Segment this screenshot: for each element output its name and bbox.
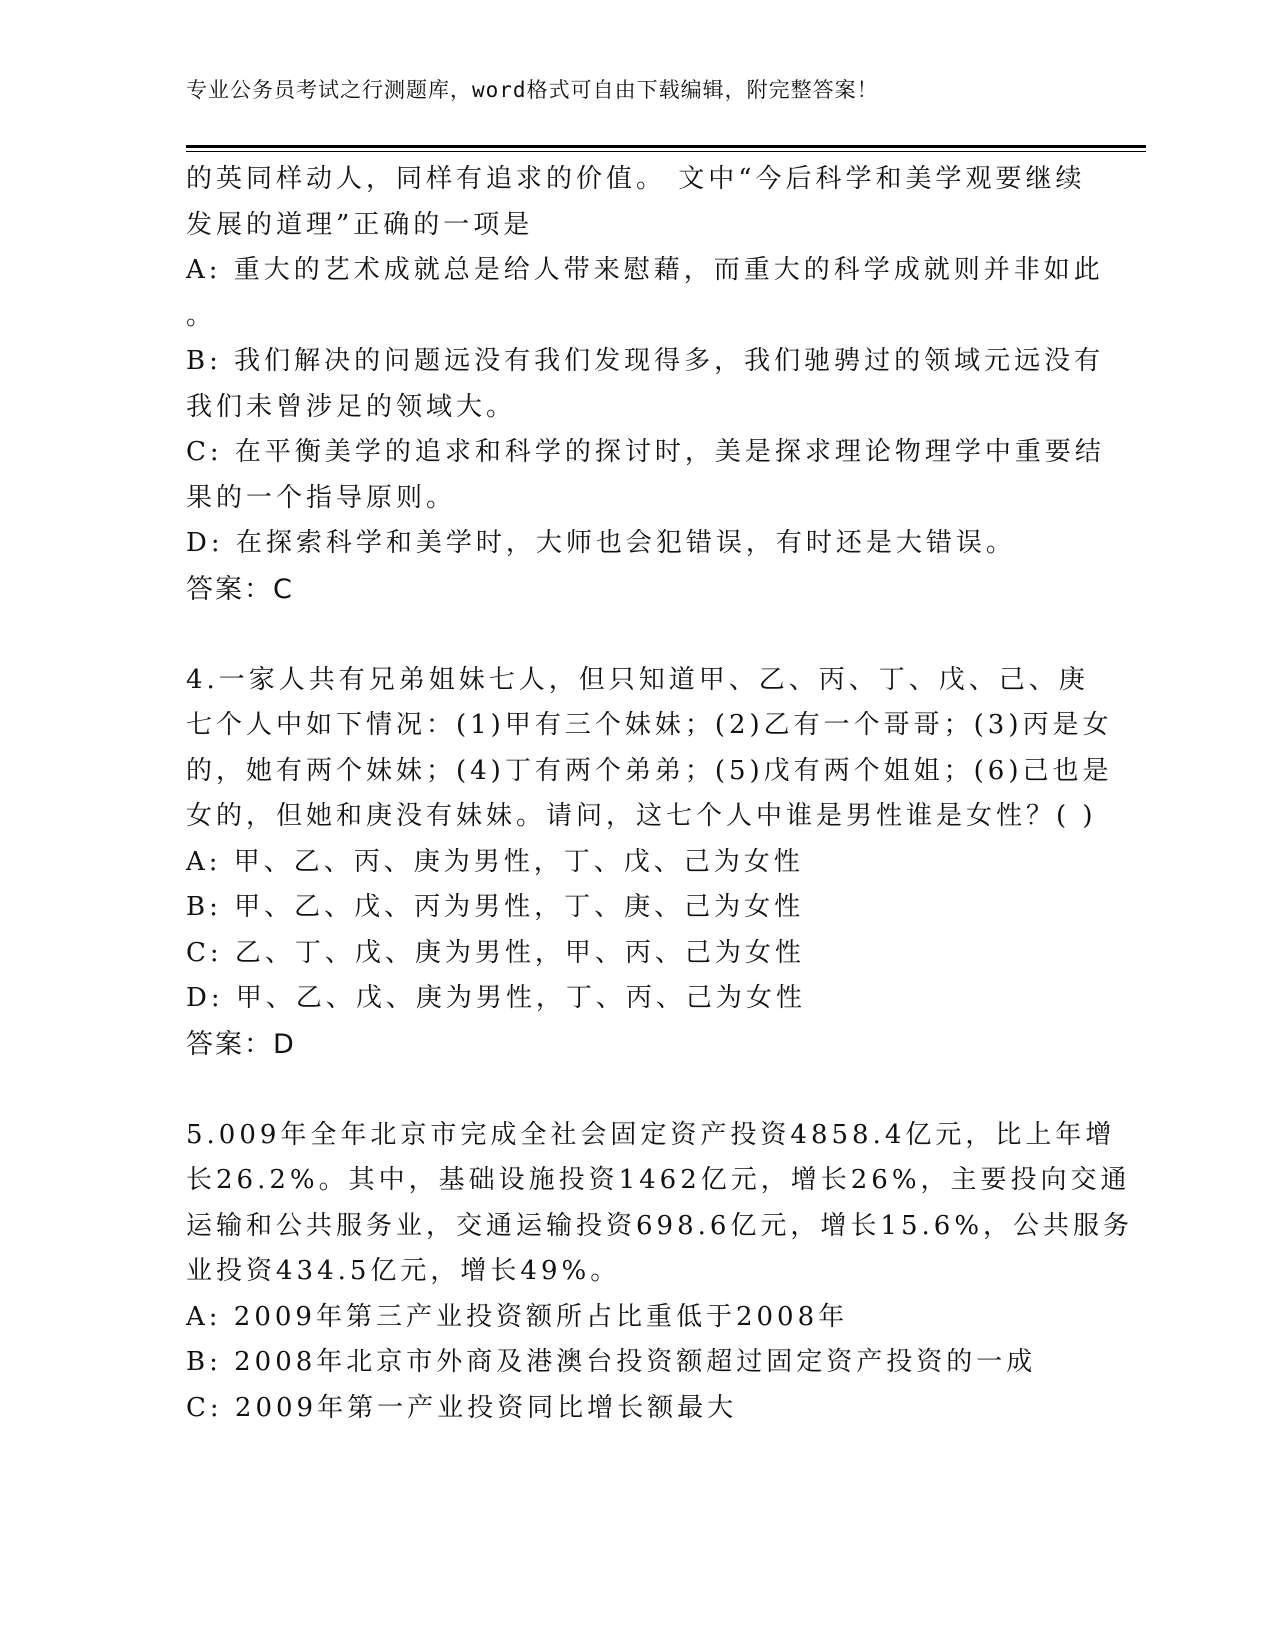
q3-stem-line: 发展的道理”正确的一项是: [186, 209, 534, 240]
q3-option-d: D: 在探索科学和美学时，大师也会犯错误，有时还是大错误。: [186, 528, 1016, 558]
q3-option-a: A: 重大的艺术成就总是给人带来慰藉，而重大的科学成就则并非如此: [186, 255, 1104, 285]
q3-option-c: C: 在平衡美学的追求和科学的探讨时，美是探求理论物理学中重要结: [186, 437, 1105, 467]
q4-answer: 答案：D: [186, 1028, 296, 1060]
header-rule-thick: [186, 145, 1146, 148]
spacer: [186, 1067, 1086, 1113]
q3-option-b: B: 我们解决的问题远没有我们发现得多，我们驰骋过的领域元远没有: [186, 346, 1105, 376]
q4-stem-line: 4.一家人共有兄弟姐妹七人，但只知道甲、乙、丙、丁、戊、己、庚: [186, 664, 1089, 695]
q4-stem-line: 的，她有两个妹妹；(4)丁有两个弟弟；(5)戊有两个姐姐；(6)己也是: [186, 755, 1113, 786]
q5-stem-line: 业投资434.5亿元，增长49%。: [186, 1256, 621, 1286]
q4-option-b: B: 甲、乙、戊、丙为男性，丁、庚、己为女性: [186, 892, 805, 922]
q5-option-b: B: 2008年北京市外商及港澳台投资额超过固定资产投资的一成: [186, 1347, 1037, 1377]
q4-stem-line: 女的，但她和庚没有妹妹。请问，这七个人中谁是男性谁是女性？( ): [186, 801, 1097, 831]
q3-answer: 答案：C: [186, 573, 294, 605]
q5-option-c: C: 2009年第一产业投资同比增长额最大: [186, 1392, 738, 1423]
q4-option-a: A: 甲、乙、丙、庚为男性，丁、戊、己为女性: [186, 846, 804, 877]
document-body: [186, 157, 1134, 1431]
question-4: [186, 658, 1113, 1068]
q4-option-c: C: 乙、丁、戊、庚为男性，甲、丙、己为女性: [186, 937, 805, 968]
page-header: 专业公务员考试之行测题库，word格式可自由下载编辑，附完整答案！: [186, 78, 879, 102]
q4-stem-line: 七个人中如下情况：(1)甲有三个妹妹；(2)乙有一个哥哥；(3)丙是女: [186, 710, 1113, 740]
q3-stem-line: 的英同样动人，同样有追求的价值。 文中“今后科学和美学观要继续: [186, 164, 1086, 194]
header-rule-thin: [186, 151, 1146, 152]
question-3: [186, 157, 1105, 612]
q3-option-b-cont: 我们未曾涉足的领域大。: [186, 391, 517, 422]
q5-stem-line: 5.009年全年北京市完成全社会固定资产投资4858.4亿元，比上年增: [186, 1119, 1116, 1150]
spacer: [186, 612, 1086, 658]
q4-option-d: D: 甲、乙、戊、庚为男性，丁、丙、己为女性: [186, 983, 806, 1013]
q5-option-a: A: 2009年第三产业投资额所占比重低于2008年: [186, 1301, 849, 1332]
q5-stem-line: 长26.2%。其中，基础设施投资1462亿元，增长26%，主要投向交通: [186, 1165, 1131, 1195]
q3-option-a-cont: 。: [186, 300, 217, 331]
question-5: [186, 1113, 1134, 1432]
q3-option-c-cont: 果的一个指导原则。: [186, 482, 457, 513]
q5-stem-line: 运输和公共服务业，交通运输投资698.6亿元，增长15.6%，公共服务: [186, 1210, 1134, 1241]
